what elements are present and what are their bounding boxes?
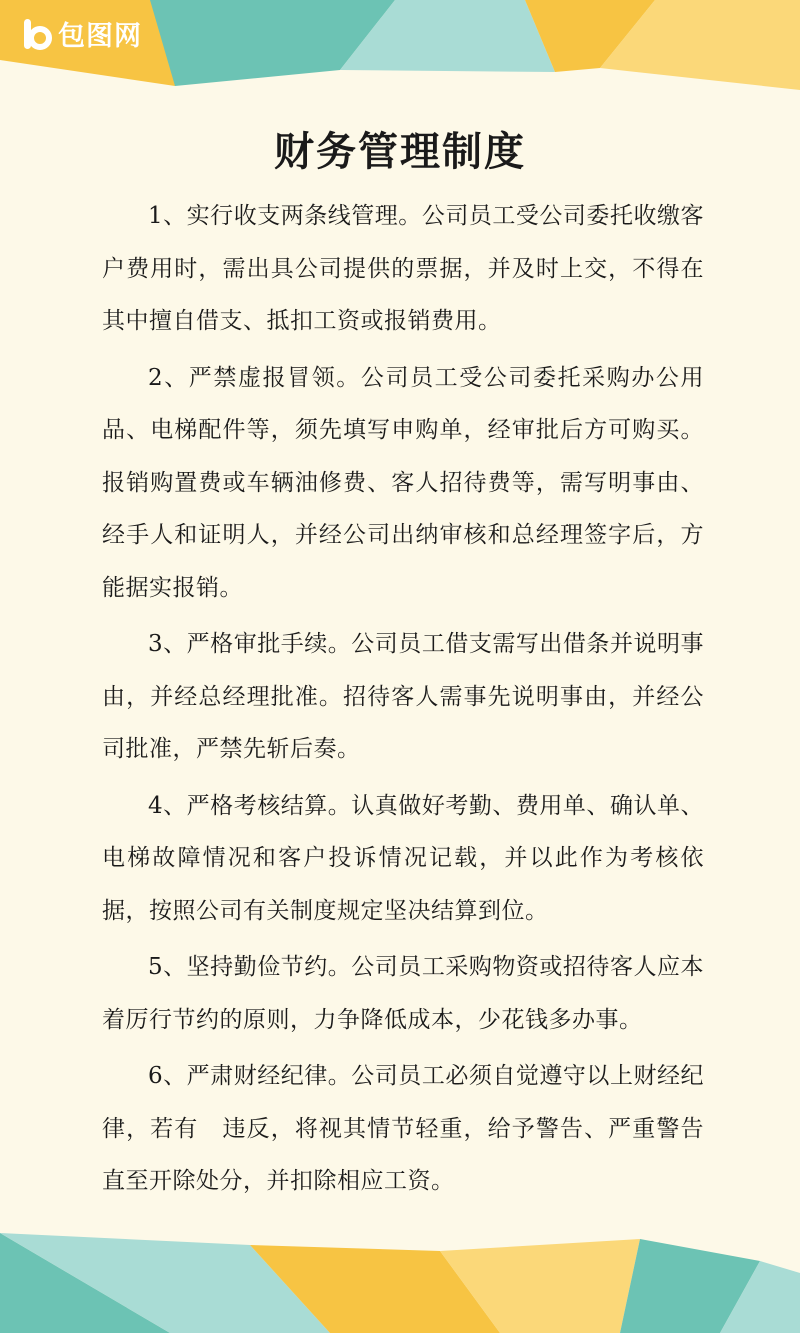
brand-logo-icon bbox=[22, 17, 52, 51]
document-body bbox=[102, 190, 704, 1212]
paragraph-5: 5、坚持勤俭节约。公司员工采购物资或招待客人应本着厉行节约的原则，力争降低成本，少花钱多办事。 bbox=[102, 954, 704, 1033]
paragraph-3: 3、严格审批手续。公司员工借支需写出借条并说明事由，并经总经理批准。招待客人需事先说明事由，并经公司批准，严禁先斩后奏。 bbox=[102, 631, 704, 762]
page-title: 财务管理制度 bbox=[274, 128, 526, 175]
paragraph-1: 1、实行收支两条线管理。公司员工受公司委托收缴客户费用时，需出具公司提供的票据，并及时上交，不得在其中擅自借支、抵扣工资或报销费用。 bbox=[102, 203, 704, 334]
bottom-decorative-banner bbox=[0, 1233, 800, 1333]
paragraph-2: 2、严禁虚报冒领。公司员工受公司委托采购办公用品、电梯配件等，须先填写申购单，经审批后方可购买。报销购置费或车辆油修费、客人招待费等，需写明事由、经手人和证明人，并经公司出纳审核和总经理签字后，方能据实报销。 bbox=[102, 364, 704, 601]
brand-logo bbox=[22, 14, 142, 53]
paragraph-6: 6、严肃财经纪律。公司员工必须自觉遵守以上财经纪律，若有 违反，将视其情节轻重，给予警告、严重警告直至开除处分，并扣除相应工资。 bbox=[102, 1063, 704, 1194]
brand-logo-text: 包图网 bbox=[58, 21, 142, 52]
paragraph-4: 4、严格考核结算。认真做好考勤、费用单、确认单、电梯故障情况和客户投诉情况记载，并以此作为考核依据，按照公司有关制度规定坚决结算到位。 bbox=[102, 792, 704, 924]
